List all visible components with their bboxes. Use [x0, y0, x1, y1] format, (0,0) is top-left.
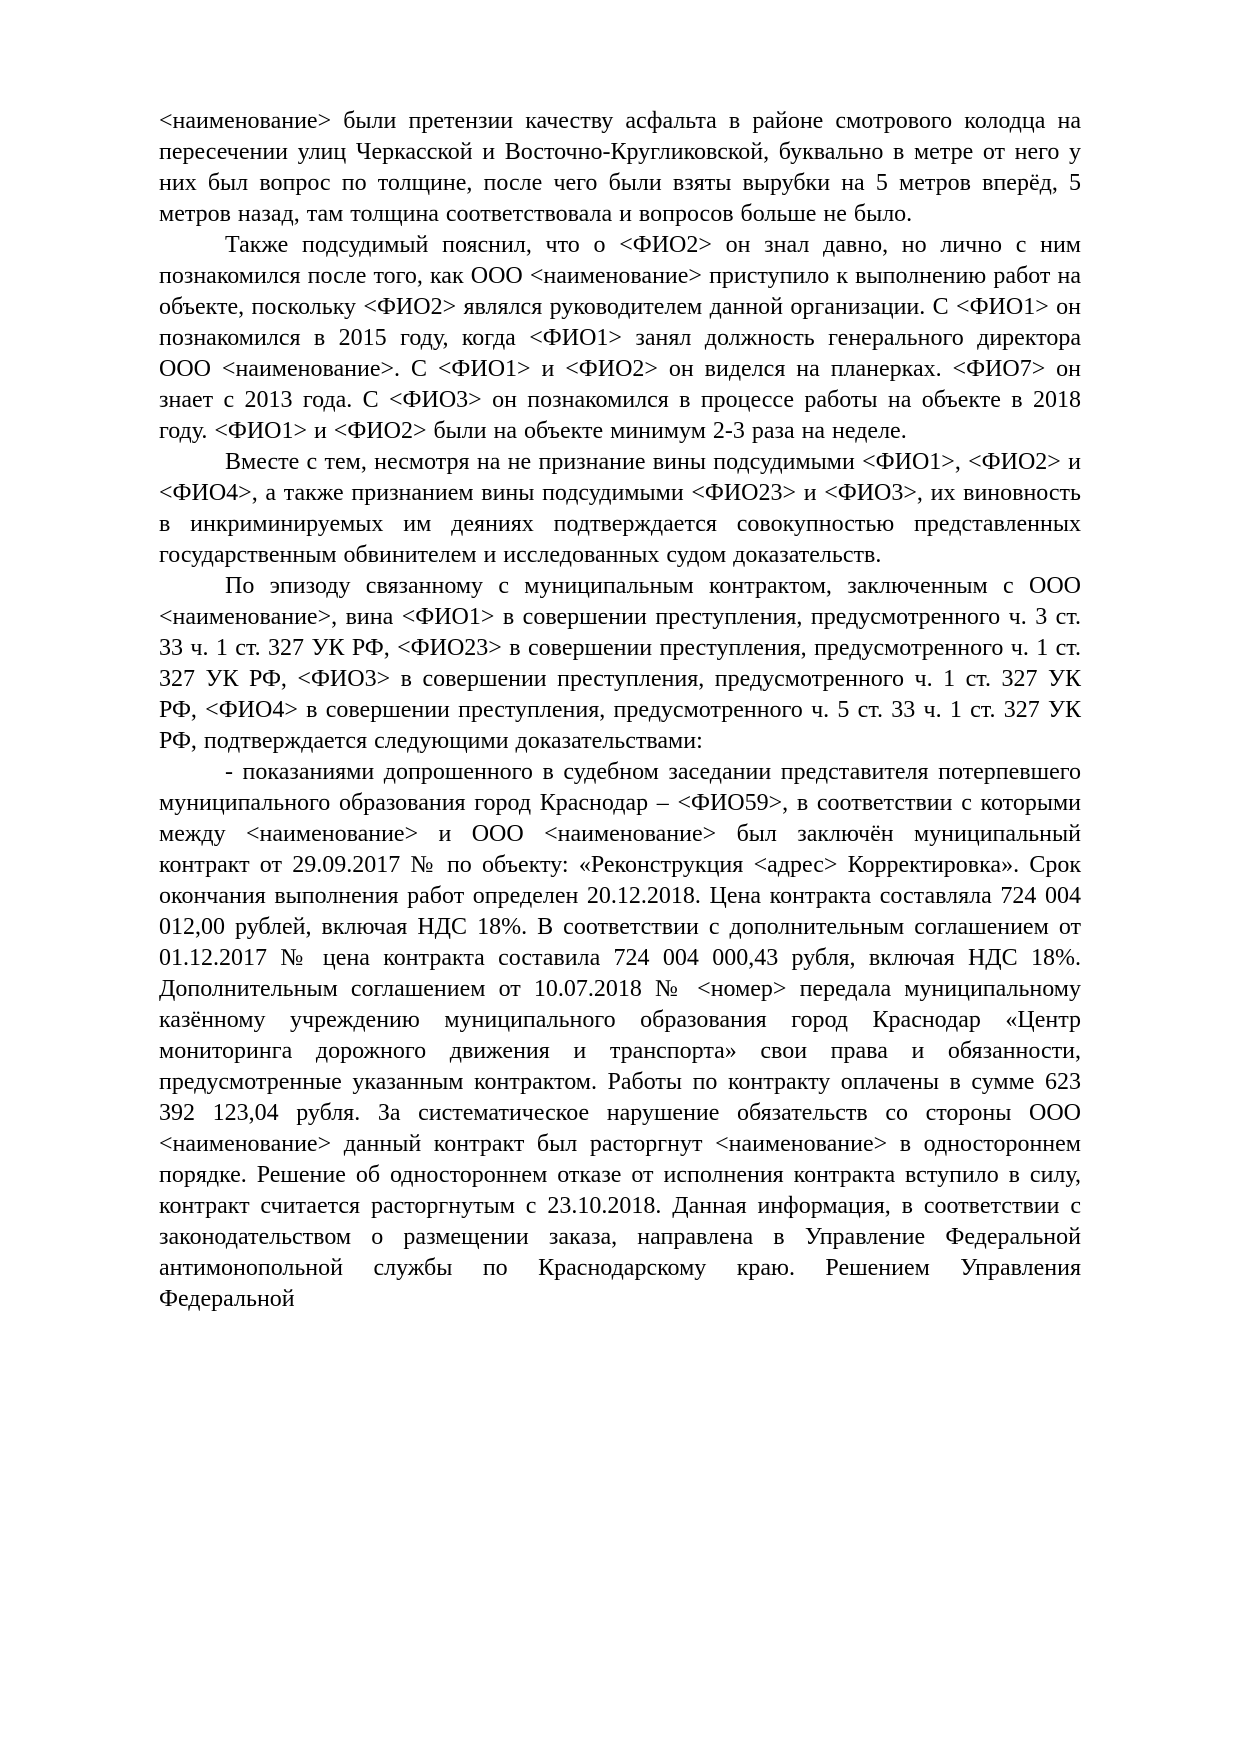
paragraph: - показаниями допрошенного в судебном заседании представителя потерпевшего муниципального образования город Краснодар – <ФИО59>, в соответствии с которыми между <наименование> и ООО <наименование> был заключён муниципальный контракт от 29.09.2017 № по объекту: «Реконструкция <адрес> Корректировка». Срок окончания выполнения работ определен 20.12.2018. Цена контракта составляла 724 004 012,00 рублей, включая НДС 18%. В соответствии с дополнительным соглашением от 01.12.2017 № цена контракта составила 724 004 000,43 рубля, включая НДС 18%. Дополнительным соглашением от 10.07.2018 № <номер> передала муниципальному казённому учреждению муниципального образования город Краснодар «Центр мониторинга дорожного движения и транспорта» свои права и обязанности, предусмотренные указанным контрактом. Работы по контракту оплачены в сумме 623 392 123,04 рубля. За систематическое нарушение обязательств со стороны ООО <наименование> данный контракт был расторгнут <наименование> в одностороннем порядке. Решение об одностороннем отказе от исполнения контракта вступило в силу, контракт считается расторгнутым с 23.10.2018. Данная информация, в соответствии с законодательством о размещении заказа, направлена в Управление Федеральной антимонопольной службы по Краснодарскому краю. Решением Управления Федеральной [159, 759, 1081, 1312]
paragraph: Вместе с тем, несмотря на не признание вины подсудимыми <ФИО1>, <ФИО2> и <ФИО4>, а также признанием вины подсудимыми <ФИО23> и <ФИО3>, их виновность в инкриминируемых им деяниях подтверждается совокупностью представленных государственным обвинителем и исследованных судом доказательств. [159, 449, 1081, 568]
paragraph: По эпизоду связанному с муниципальным контрактом, заключенным с ООО <наименование>, вина <ФИО1> в совершении преступления, предусмотренного ч. 3 ст. 33 ч. 1 ст. 327 УК РФ, <ФИО23> в совершении преступления, предусмотренного ч. 1 ст. 327 УК РФ, <ФИО3> в совершении преступления, предусмотренного ч. 1 ст. 327 УК РФ, <ФИО4> в совершении преступления, предусмотренного ч. 5 ст. 33 ч. 1 ст. 327 УК РФ, подтверждается следующими доказательствами: [159, 573, 1081, 754]
paragraph: Также подсудимый пояснил, что о <ФИО2> он знал давно, но лично с ним познакомился после того, как ООО <наименование> приступило к выполнению работ на объекте, поскольку <ФИО2> являлся руководителем данной организации. С <ФИО1> он познакомился в 2015 году, когда <ФИО1> занял должность генерального директора ООО <наименование>. С <ФИО1> и <ФИО2> он виделся на планерках. <ФИО7> он знает с 2013 года. С <ФИО3> он познакомился в процессе работы на объекте в 2018 году. <ФИО1> и <ФИО2> были на объекте минимум 2-3 раза на неделе. [159, 232, 1081, 444]
paragraph-continuation: <наименование> были претензии качеству асфальта в районе смотрового колодца на пересечении улиц Черкасской и Восточно-Кругликовской, буквально в метре от него у них был вопрос по толщине, после чего были взяты вырубки на 5 метров вперёд, 5 метров назад, там толщина соответствовала и вопросов больше не было. [159, 108, 1081, 227]
